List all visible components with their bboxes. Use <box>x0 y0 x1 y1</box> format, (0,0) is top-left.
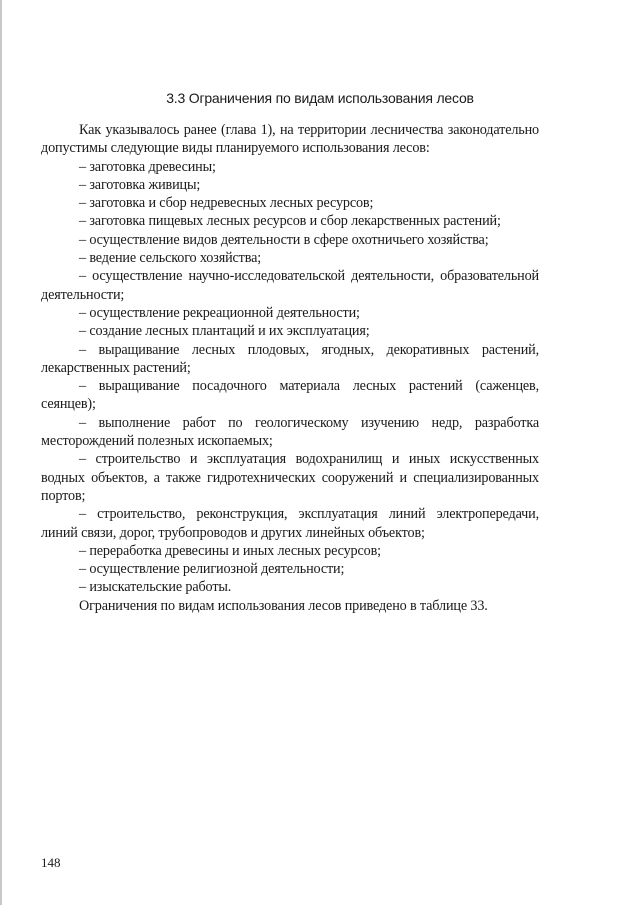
list-item: – ведение сельского хозяйства; <box>79 250 262 267</box>
scan-edge-line <box>0 0 2 905</box>
list-item: – изыскательские работы. <box>79 579 232 596</box>
section-heading: 3.3 Ограничения по видам использования лесов <box>166 90 474 106</box>
list-item: – заготовка пищевых лесных ресурсов и сбор лекарственных растений; <box>79 213 501 230</box>
list-item: – осуществление религиозной деятельности; <box>79 561 345 578</box>
list-item: – осуществление видов деятельности в сфере охотничьего хозяйства; <box>79 231 489 248</box>
list-item: – строительство и эксплуатация водохранилищ и иных искусственных водных объектов, а также гидротехнических сооружений и специализированных портов; <box>41 451 539 504</box>
list-item: – заготовка и сбор недревесных лесных ресурсов; <box>79 195 374 212</box>
list-item: – выращивание лесных плодовых, ягодных, декоративных растений, лекарственных растений; <box>41 341 539 376</box>
intro-paragraph: Как указывалось ранее (глава 1), на территории лесничества законодательно допустимы следующие виды планируемого использования лесов: <box>41 122 539 157</box>
list-item: – выполнение работ по геологическому изучению недр, разработка месторождений полезных ископаемых; <box>41 414 539 450</box>
list-item: – заготовка живицы; <box>79 176 201 193</box>
list-item: – заготовка древесины; <box>79 158 216 175</box>
list-item: – осуществление рекреационной деятельности; <box>79 304 360 321</box>
list-item: – создание лесных плантаций и их эксплуатация; <box>79 323 370 340</box>
body-text <box>41 121 539 615</box>
list-item: – выращивание посадочного материала лесных растений (саженцев, сеянцев); <box>41 378 539 413</box>
list-item: – строительство, реконструкция, эксплуатация линий электропередачи, линий связи, дорог, трубопроводов и других линейных объектов; <box>41 506 539 541</box>
list-item: – переработка древесины и иных лесных ресурсов; <box>79 542 381 559</box>
closing-paragraph: Ограничения по видам использования лесов приведено в таблице 33. <box>79 597 488 614</box>
list-item: – осуществление научно-исследовательской деятельности, образовательной деятельности; <box>41 268 539 303</box>
page-number: 148 <box>41 855 61 870</box>
